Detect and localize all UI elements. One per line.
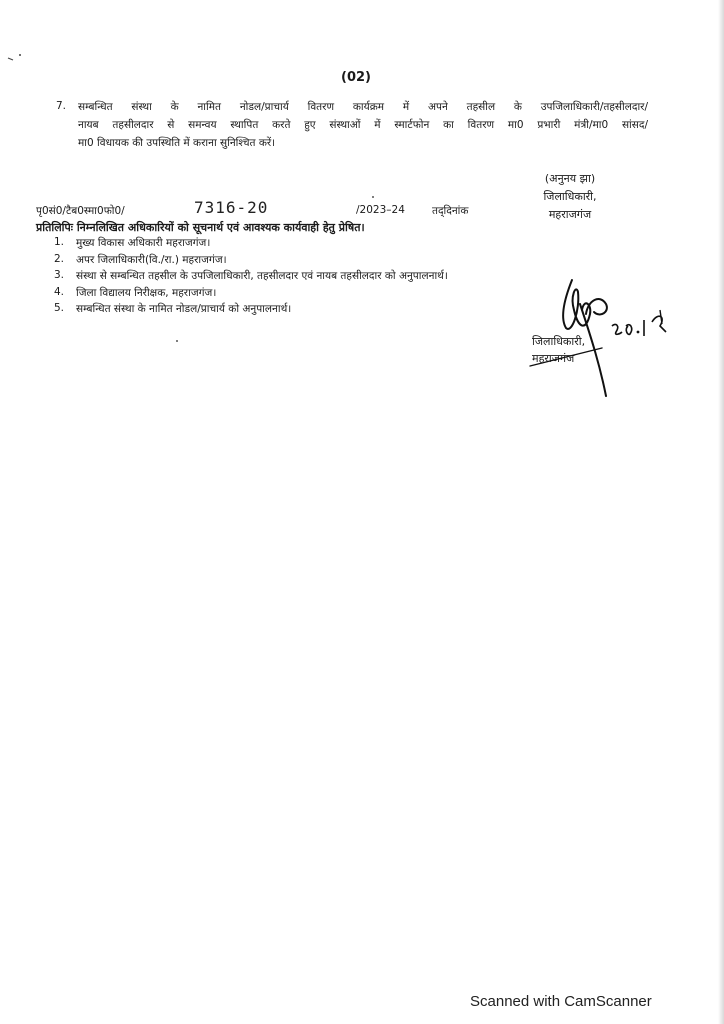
signature-block-officer bbox=[520, 170, 620, 224]
list-item-number: 2. bbox=[54, 252, 65, 265]
handwritten-signature bbox=[520, 270, 680, 400]
reference-date: तद्‌दिनांक bbox=[432, 205, 469, 217]
list-item-text: सम्बन्धित संस्था के नामित नोडल/प्राचार्य को अनुपालनार्थ। bbox=[76, 303, 292, 316]
point-text-line-3: मा0 विधायक की उपस्थिति में कराना सुनिश्चित करें। bbox=[78, 137, 276, 149]
signatory-place: महराजगंज bbox=[548, 208, 592, 221]
list-item-number: 3. bbox=[54, 269, 65, 282]
list-item-number: 5. bbox=[54, 302, 65, 315]
reference-year: /2023–24 bbox=[356, 204, 405, 216]
copy-to-heading: प्रतिलिपिः निम्नलिखित अधिकारियों को सूचनार्थ एवं आवश्यक कार्यवाही हेतु प्रेषित। bbox=[36, 221, 365, 234]
page-edge-shadow bbox=[718, 0, 724, 1024]
signatory-place: महराजगंज bbox=[532, 352, 575, 365]
list-item-number: 1. bbox=[54, 236, 65, 248]
point-number: 7. bbox=[56, 100, 67, 112]
signatory-name: (अनुनय झा) bbox=[544, 172, 596, 185]
letter-reference-line bbox=[36, 198, 469, 220]
ink-dot bbox=[176, 340, 178, 342]
list-item-text: संस्था से सम्बन्धित तहसील के उपजिलाधिकारी, तहसीलदार एवं नायब तहसीलदार को अनुपालनार्थ। bbox=[76, 270, 448, 283]
signatory-designation: जिलाधिकारी, bbox=[543, 190, 597, 203]
list-item-number: 4. bbox=[54, 285, 65, 298]
point-text-line-1: सम्बन्धित संस्था के नामित नोडल/प्राचार्य वितरण कार्यक्रम में अपने तहसील के उपजिलाधिकारी/तहसीलदार/ bbox=[78, 101, 648, 113]
stray-ink-mark bbox=[6, 52, 24, 66]
reference-prefix: पृ0सं0/टैब0स्मा0फो0/ bbox=[36, 205, 125, 217]
ink-dot bbox=[372, 196, 374, 198]
list-item-text: अपर जिलाधिकारी(वि./रा.) महराजगंज। bbox=[76, 253, 227, 266]
list-item-text: जिला विद्यालय निरीक्षक, महराजगंज। bbox=[76, 286, 217, 299]
scanner-watermark: Scanned with CamScanner bbox=[470, 993, 652, 1010]
list-item-text: मुख्य विकास अधिकारी महराजगंज। bbox=[76, 237, 211, 249]
signatory-designation: जिलाधिकारी, bbox=[532, 335, 586, 348]
page-number: (02) bbox=[341, 70, 371, 85]
handwritten-reference-number: 7316-20 bbox=[194, 198, 269, 217]
point-text-line-2: नायब तहसीलदार से समन्वय स्थापित करते हुए संस्थाओं में स्मार्टफोन का वितरण मा0 प्रभारी मंत्री/मा0 सांसद/ bbox=[78, 119, 648, 131]
